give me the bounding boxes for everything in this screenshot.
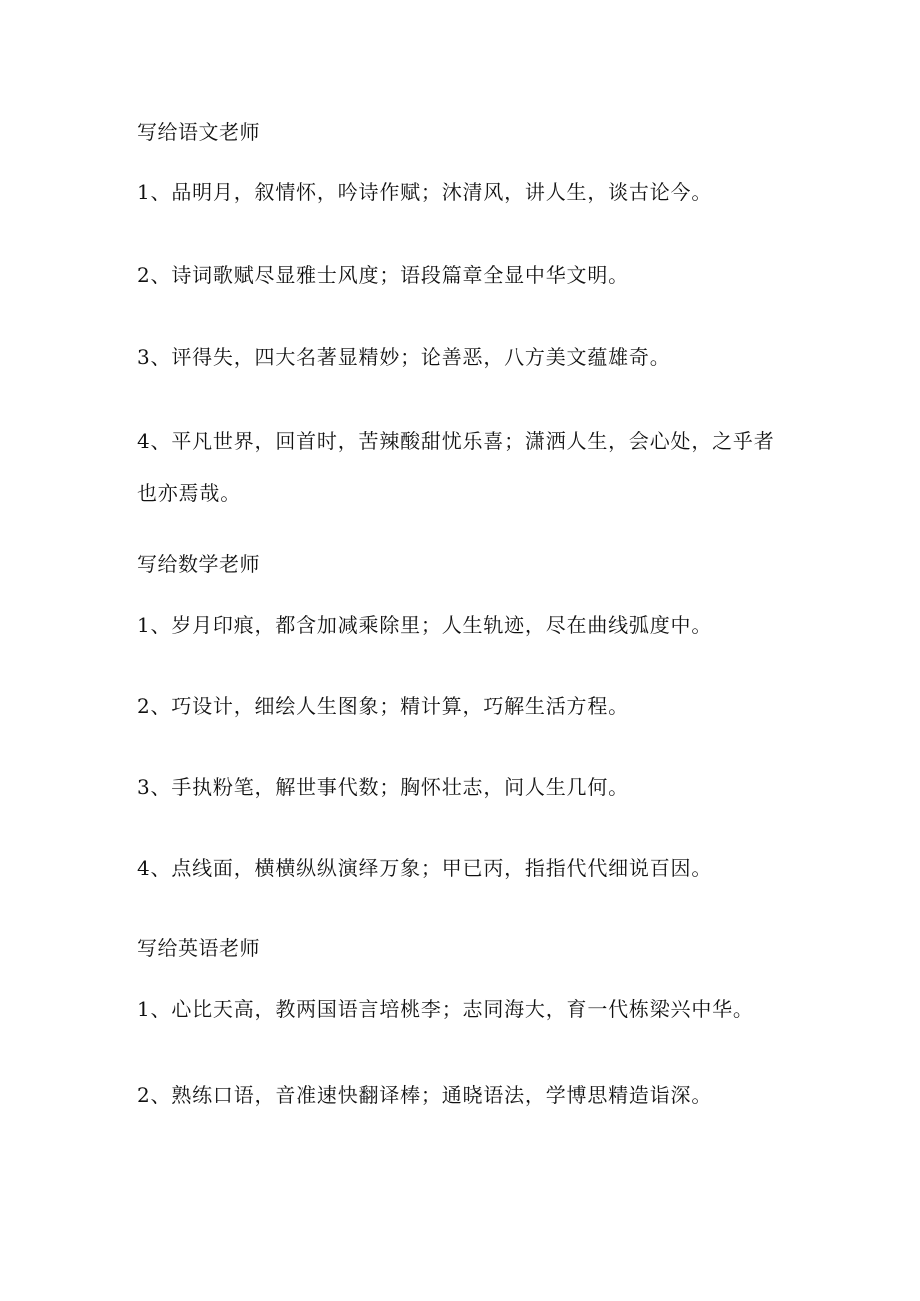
list-item [137,774,787,800]
list-item-text: 1、品明月，叙情怀，吟诗作赋；沐清风，讲人生，谈古论今。 [137,180,713,204]
list-item-text: 2、巧设计，细绘人生图象；精计算，巧解生活方程。 [137,694,629,718]
list-item-text: 2、诗词歌赋尽显雅士风度；语段篇章全显中华文明。 [137,263,629,287]
list-item [137,612,787,638]
list-item-text: 1、岁月印痕，都含加减乘除里；人生轨迹，尽在曲线弧度中。 [137,613,713,637]
list-item-text: 4、平凡世界，回首时，苦辣酸甜忧乐喜；潇洒人生，会心处，之乎者也亦焉哉。 [137,429,775,505]
list-item [137,415,777,519]
list-item-text: 3、手执粉笔，解世事代数；胸怀壮志，问人生几何。 [137,775,629,799]
list-item-text: 3、评得失，四大名著显精妙；论善恶，八方美文蕴雄奇。 [137,345,671,369]
section-heading-chinese-teacher: 写给语文老师 [137,120,260,144]
list-item-text: 2、熟练口语，音准速快翻译棒；通晓语法，学博思精造诣深。 [137,1083,713,1107]
list-item [137,693,787,719]
list-item-text: 4、点线面，横横纵纵演绎万象；甲已丙，指指代代细说百因。 [137,856,713,880]
list-item [137,179,787,205]
list-item [137,996,787,1022]
list-item [137,855,787,881]
list-item-text: 1、心比天高，教两国语言培桃李；志同海大，育一代栋梁兴中华。 [137,997,754,1021]
section-heading-math-teacher: 写给数学老师 [137,552,260,576]
list-item [137,344,787,370]
list-item [137,262,787,288]
list-item [137,1082,787,1108]
section-heading-english-teacher: 写给英语老师 [137,936,260,960]
